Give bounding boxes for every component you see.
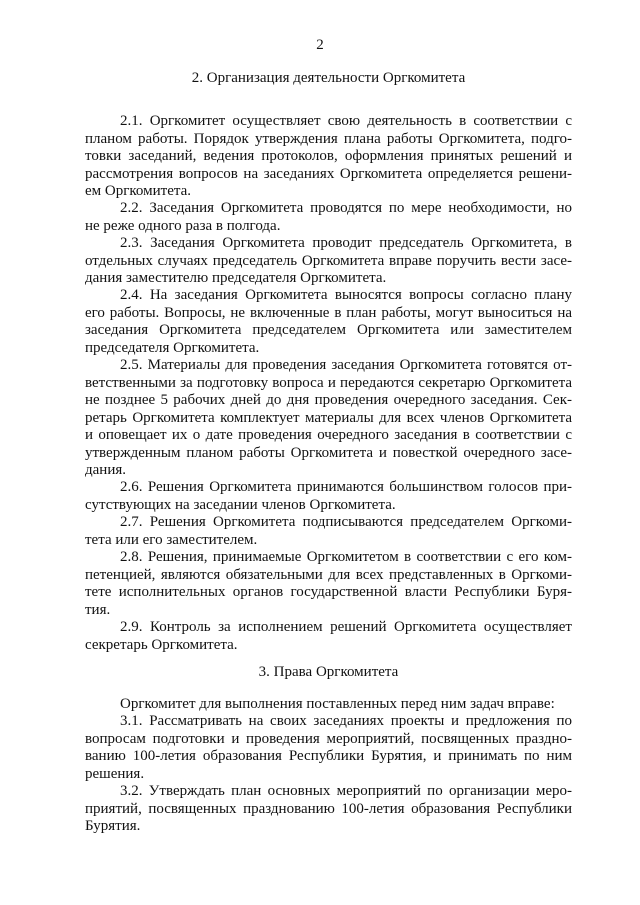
text-line: 2.5. Материалы для проведения заседания Оргкомитета готовятся от- — [120, 357, 572, 373]
paragraph-2-2 — [85, 200, 572, 235]
text-line: 2.6. Решения Оргкомитета принимаются большинством голосов при- — [120, 479, 572, 495]
paragraph-2-3 — [85, 235, 572, 288]
text-line: тете исполнительных органов государственной власти Республики Буря- — [85, 584, 572, 600]
text-line: 2.2. Заседания Оргкомитета проводятся по мере необходимости, но — [120, 200, 572, 216]
text-line: тета или его заместителем. — [85, 531, 258, 548]
paragraph-2-9 — [85, 619, 572, 654]
paragraph-2-4 — [85, 287, 572, 357]
paragraph-3-1 — [85, 713, 572, 783]
paragraph-2-8 — [85, 549, 572, 619]
text-line: дания. — [85, 462, 126, 478]
text-line: товки заседаний, ведения протоколов, оформления принятых решений и — [85, 148, 572, 164]
text-line: заседания Оргкомитета председателем Оргкомитета или заместителем — [85, 322, 572, 338]
text-line: не позднее 5 рабочих дней до дня проведения очередного заседания. Сек- — [85, 392, 572, 408]
text-line: сутствующих на заседании членов Оргкомитета. — [85, 496, 396, 513]
text-line: Бурятия. — [85, 818, 141, 834]
text-line: дания заместителю председателя Оргкомитета. — [85, 270, 387, 286]
text-line: и оповещает их о дате проведения очередного заседания в соответствии с — [85, 427, 572, 443]
text-line: не реже одного раза в полгода. — [85, 217, 281, 234]
text-line: петенцией, являются обязательными для всех представленных в Оргкоми- — [85, 566, 572, 583]
page-number: 2 — [316, 37, 324, 53]
text-line: приятий, посвященных празднованию 100-летия образования Республики — [85, 800, 572, 817]
text-line: утвержденным планом работы Оргкомитета и повесткой очередного засе- — [85, 444, 572, 461]
text-line: ем Оргкомитета. — [85, 183, 192, 199]
section-heading-rights: 3. Права Оргкомитета — [258, 664, 399, 680]
text-line: рассмотрения вопросов на заседаниях Оргкомитета определяется решени- — [85, 165, 572, 182]
text-line: ванию 100-летия образования Республики Бурятия, и принимать по ним — [85, 748, 572, 764]
paragraph-rights-intro — [85, 696, 572, 714]
text-line: вопросам подготовки и проведения мероприятий, посвященных праздно- — [85, 730, 572, 747]
text-line: планом работы. Порядок утверждения плана работы Оргкомитета, подго- — [85, 130, 572, 147]
paragraph-2-5 — [85, 357, 572, 480]
text-line: секретарь Оргкомитета. — [85, 636, 238, 653]
text-line: 2.9. Контроль за исполнением решений Оргкомитета осуществляет — [120, 619, 572, 635]
text-line: 3.1. Рассматривать на своих заседаниях проекты и предложения по — [120, 713, 572, 729]
paragraph-2-1 — [85, 113, 572, 201]
text-line: 2.4. На заседания Оргкомитета выносятся вопросы согласно плану — [120, 287, 572, 303]
text-line: тия. — [85, 601, 111, 618]
text-line: 3.2. Утверждать план основных мероприятий по организации меро- — [120, 783, 572, 799]
text-line: 2.7. Решения Оргкомитета подписываются председателем Оргкоми- — [120, 514, 572, 530]
text-line: председателя Оргкомитета. — [85, 339, 260, 356]
text-line: 2.1. Оргкомитет осуществляет свою деятельность в соответствии с — [120, 113, 572, 129]
paragraph-3-2 — [85, 783, 572, 836]
paragraph-2-6 — [85, 479, 572, 514]
text-line: отдельных случаях председатель Оргкомитета вправе поручить вести засе- — [85, 252, 572, 269]
text-line: 2.3. Заседания Оргкомитета проводит председатель Оргкомитета, в — [120, 235, 572, 251]
text-line: 2.8. Решения, принимаемые Оргкомитетом в соответствии с его ком- — [120, 549, 572, 565]
text-line: ветственными за подготовку вопроса и передаются секретарю Оргкомитета — [85, 374, 572, 391]
text-line: ретарь Оргкомитета комплектует материалы для всех членов Оргкомитета — [85, 409, 572, 426]
text-line: его работы. Вопросы, не включенные в план работы, могут выноситься на — [85, 304, 572, 321]
paragraph-2-7 — [85, 514, 572, 549]
text-line: Оргкомитет для выполнения поставленных перед ним задач вправе: — [120, 696, 555, 712]
text-line: решения. — [85, 765, 145, 782]
section-heading-organization: 2. Организация деятельности Оргкомитета — [191, 70, 466, 86]
